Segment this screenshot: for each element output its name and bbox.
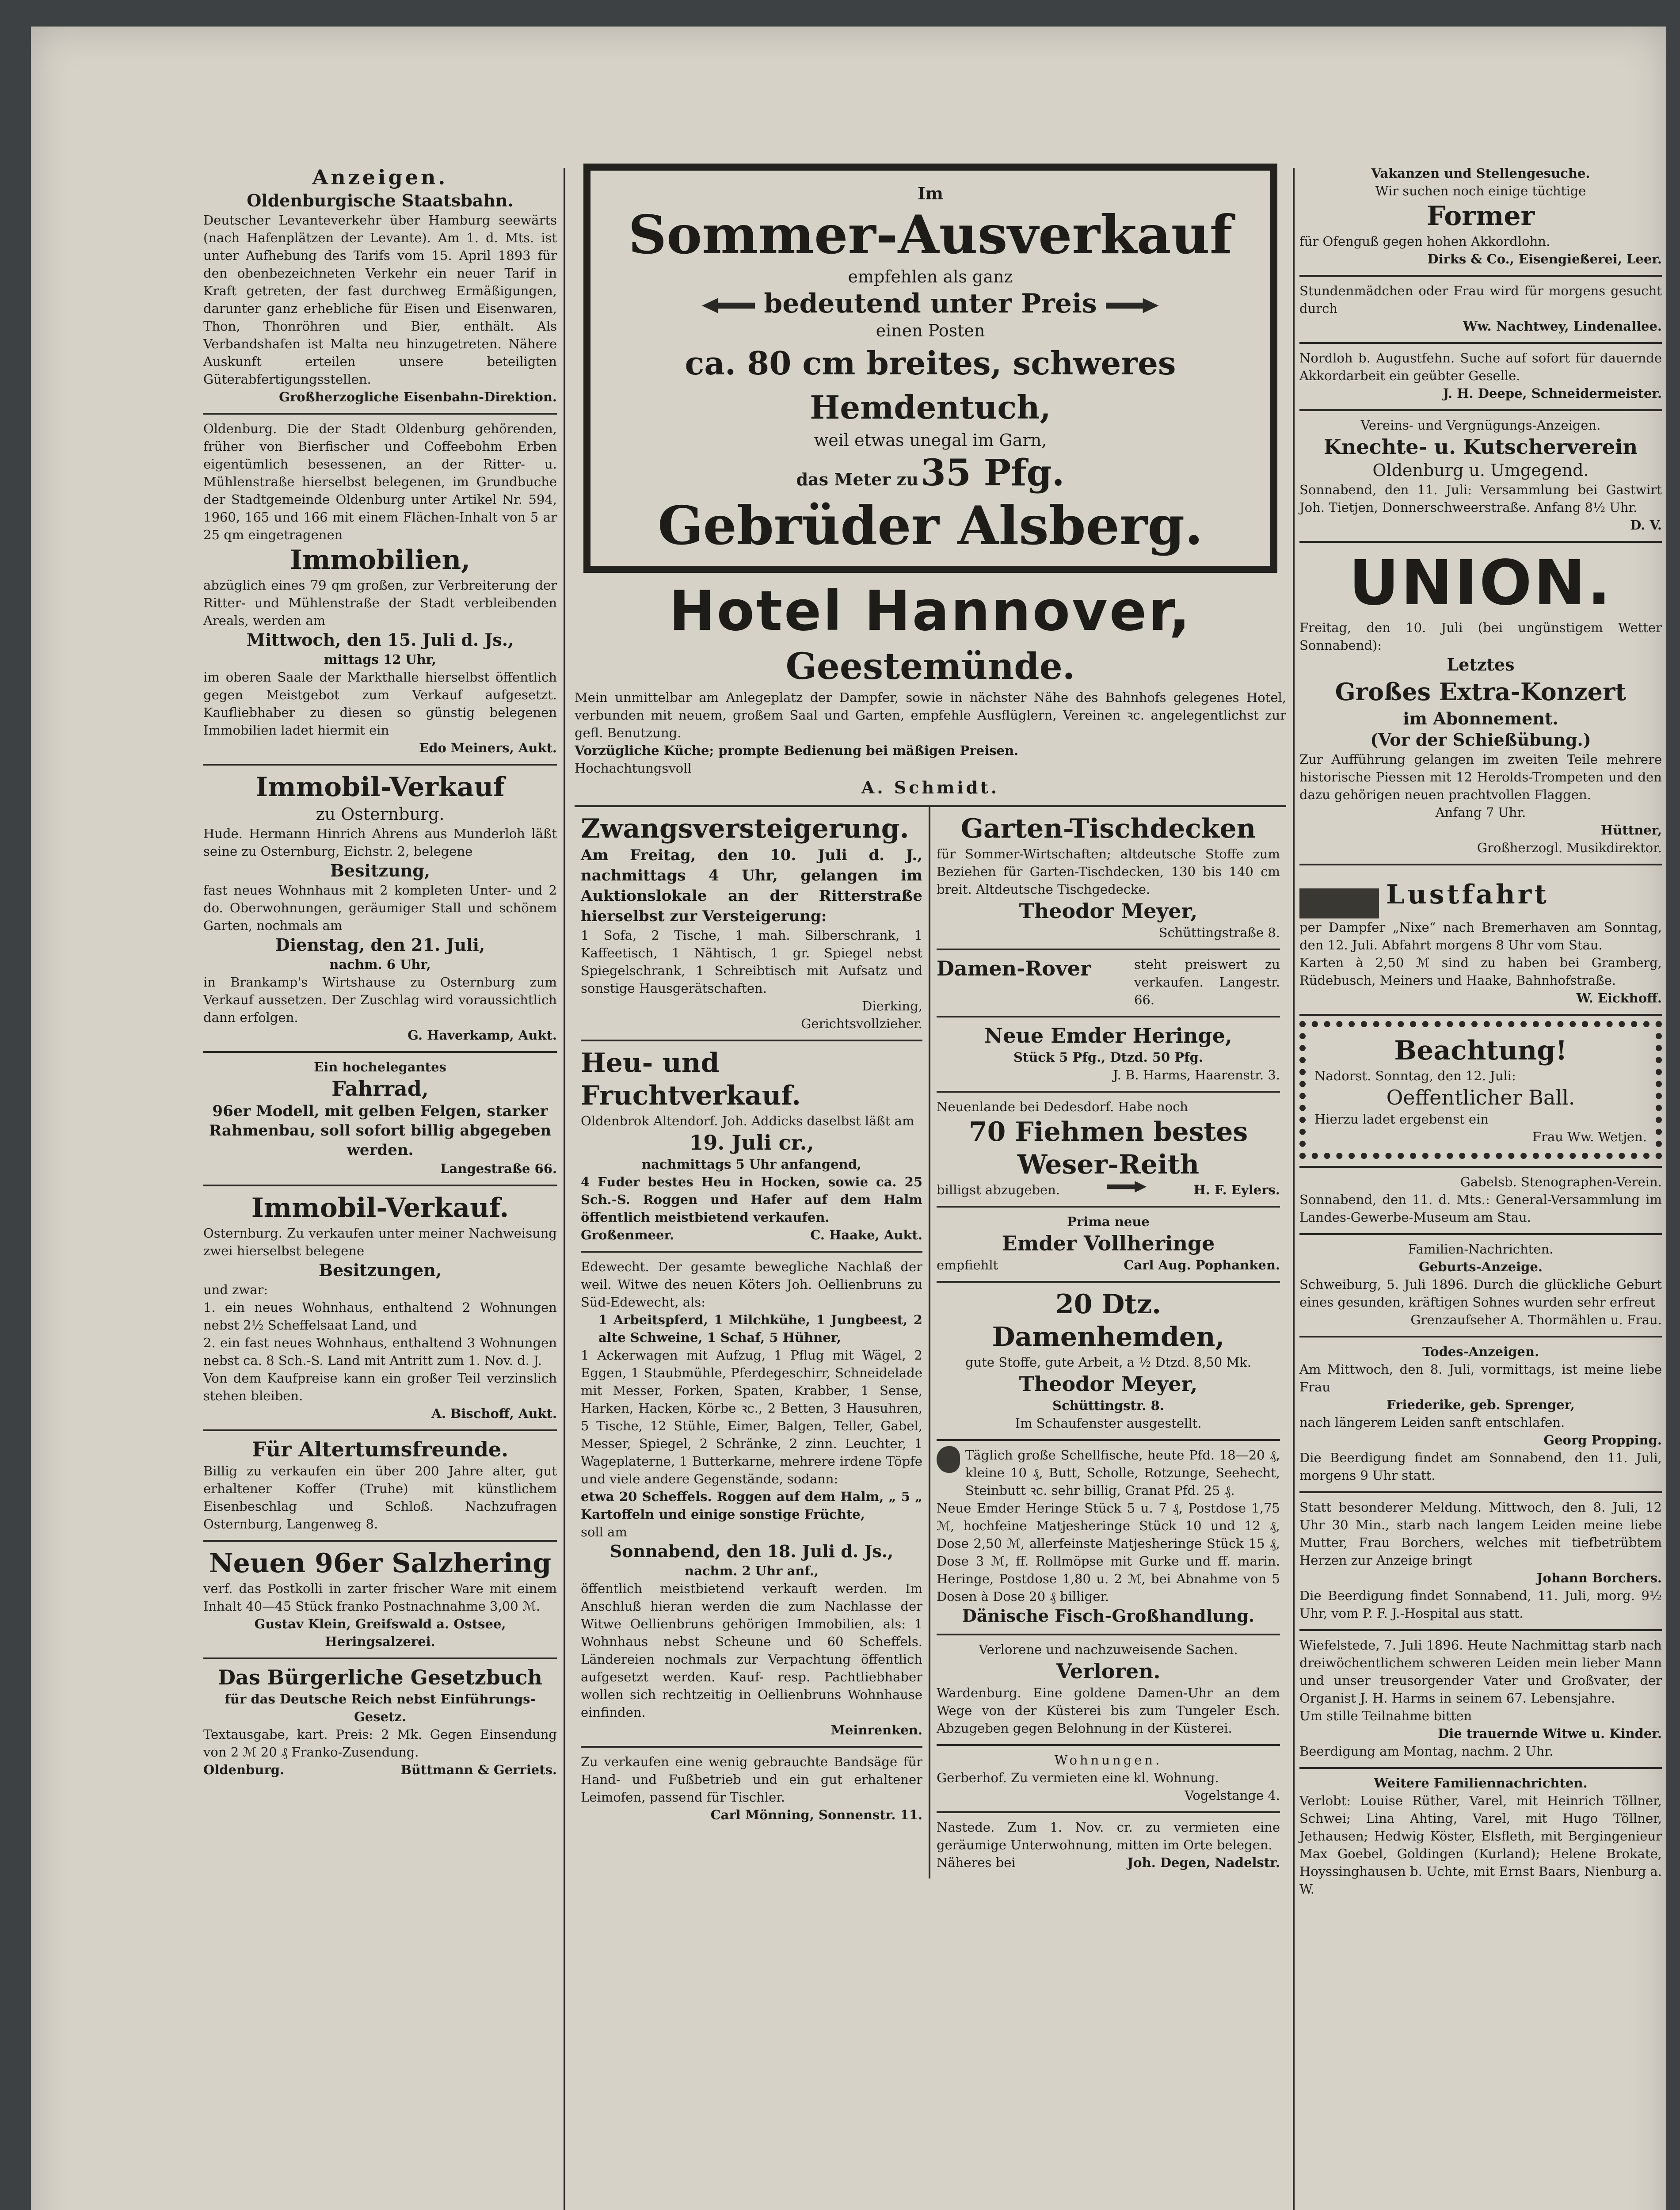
ad-beachtung <box>1299 1016 1662 1168</box>
ad-heading: Immobil-Verkauf <box>255 772 505 803</box>
ad-nordloh <box>1299 344 1662 411</box>
ad-text: soll am <box>581 1524 627 1539</box>
ad-text: für Sommer-Wirtschaften; altdeutsche Stoffe zum Beziehen für Garten-Tischdecken, 130 bis 140 cm breit. Altdeutsche Tischgedecke. <box>937 846 1280 897</box>
ad-alsberg-box <box>583 164 1277 573</box>
ad-verloren <box>937 1635 1280 1746</box>
ad-zwangsversteigerung <box>581 807 922 1041</box>
ad-text: 1 Ackerwagen mit Aufzug, 1 Pflug mit Wägel, 2 Eggen, 1 Staubmühle, Pferdegeschirr, Schneidelade mit Messer, Forken, Spaten, Krabber, 1 Sense, Harken, Hacken, Körbe ꝛc., 2 Betten, 3 Hausuhren, 5 Tische, 12 Stühle, Eimer, Balgen, Teller, Gabel, Messer, Spiegel, 2 Schränke, 2 zinn. Leuchter, 1 Wageplaterne, 1 Butterkarne, mehrere irdene Töpfe und viele andere Gegenstände, sodann: <box>581 1348 922 1486</box>
ad-greeting: Hochachtungsvoll <box>575 761 692 776</box>
ad-text: Mein unmittelbar am Anlegeplatz der Dampfer, sowie in nächster Nähe des Bahnhofs gelegenes Hotel, verbunden mit neuem, großem Saal und Garten, empfehle Ausflüglern, Vereinen ꝛc. angelegentlichst zur gefl. Benutzung. <box>575 690 1286 740</box>
ad-time: Anfang 7 Uhr. <box>1435 805 1526 820</box>
ad-row: billigst abzugeben. H. F. Eylers. <box>937 1181 1280 1199</box>
ad-former <box>1299 159 1662 277</box>
ad-immobil-verkauf-osternburg <box>203 766 557 1053</box>
ad-neue-emder-heringe <box>937 1017 1280 1093</box>
column-left <box>203 159 557 1786</box>
ad-signature: A. Bischoff, Aukt. <box>431 1406 557 1421</box>
ad-signature: Edo Meiners, Aukt. <box>419 740 557 755</box>
page-content <box>164 159 1662 2210</box>
ad-subheading: Oeffentlicher Ball. <box>1386 1086 1575 1109</box>
ad-row <box>937 956 1280 1009</box>
ad-signature: Frau Ww. Wetjen. <box>1532 1129 1647 1144</box>
section-heading: Familien-Nachrichten. <box>1408 1242 1554 1257</box>
ad-signature: Dirks & Co., Eisengießerei, Leer. <box>1427 251 1662 267</box>
ad-heading: Hotel Hannover, <box>669 579 1192 643</box>
ad-text: Wiefelstede, 7. Juli 1896. Heute Nachmittag starb nach dreiwöchentlichem schweren Leiden mein lieber Mann und unser treusorgender Vater und Großvater, der Organist J. H. Harms in seinem 67. Lebensjahre. <box>1299 1638 1662 1706</box>
ad-text: im oberen Saale der Markthalle hierselbst öffentlich gegen Meistgebot zum Verkauf aufgesetzt. Kaufliebhaber zu diesen so günstig belegenen Immobilien ladet hiermit ein <box>203 670 557 738</box>
ad-heading: Lustfahrt <box>1386 879 1549 910</box>
ad-text: öffentlich meistbietend verkauft werden. Im Anschluß hieran werden die zum Nachlasse der Witwe Oellienbruns gehörigen Immobilien, als: 1 Wohnhaus nebst Scheune und 60 Scheffels. Ländereien nochmals zur Verpachtung öffentlich aufgesetzt werden. Kauf- resp. Pachtliebhaber wollen sich rechtzeitig in Oellienbruns Wohnhause einfinden. <box>581 1581 922 1720</box>
ad-text: in Brankamp's Wirtshause zu Osternburg zum Verkauf aussetzen. Der Zuschlag wird voraussichtlich dann erfolgen. <box>203 975 557 1025</box>
fish-icon <box>937 1446 960 1473</box>
ad-pre: Wir suchen noch einige tüchtige <box>1375 183 1586 198</box>
ad-heading: 20 Dtz. Damenhemden, <box>992 1289 1225 1353</box>
ad-salzhering <box>203 1542 557 1659</box>
ad-signature: D. V. <box>1630 518 1662 533</box>
ad-text: Am Freitag, den 10. Juli d. J., nachmittags 4 Uhr, gelangen im Auktionslokale an der Ritterstraße hierselbst zur Versteigerung: <box>581 846 922 925</box>
section-heading-anzeigen: Anzeigen. <box>312 165 448 189</box>
ad-stenographen <box>1299 1168 1662 1235</box>
ad-heading: Immobilien, <box>290 545 471 575</box>
ad-text: Textausgabe, kart. Preis: 2 Mk. Gegen Einsendung von 2 ℳ 20 ₰ Franko-Zusendung. <box>203 1727 557 1760</box>
ad-edewecht <box>581 1253 922 1748</box>
ad-familien <box>1299 1235 1662 1337</box>
ad-signature: Meinrenken. <box>830 1722 922 1738</box>
ad-damenhemden <box>937 1283 1280 1441</box>
ad-time: nachm. 6 Uhr, <box>329 957 431 972</box>
ad-text: verf. das Postkolli in zarter frischer Ware mit einem Inhalt 40—45 Stück franko Postnachnahme 3,00 ℳ. <box>203 1581 557 1614</box>
ad-heading: Neuen 96er Salzhering <box>209 1548 552 1579</box>
column-divider <box>564 168 565 2210</box>
ad-wiefelstede <box>1299 1631 1662 1769</box>
ad-heading: Emder Vollheringe <box>1002 1231 1215 1255</box>
ad-text: 96er Modell, mit gelben Felgen, starker Rahmenbau, soll sofort billig abgegeben werden. <box>209 1102 552 1159</box>
ad-text: fast neues Wohnhaus mit 2 kompleten Unter- und 2 do. Oberwohnungen, geräumiger Stall und schönem Garten, nochmals am <box>203 883 557 933</box>
ad-damen-rover <box>937 950 1280 1017</box>
section-heading: Wohnungen. <box>1054 1753 1162 1768</box>
ad-heading: ca. 80 cm breites, schweres Hemdentuch, <box>685 344 1176 426</box>
ad-signature: Grenzaufseher A. Thormählen u. Frau. <box>1410 1312 1662 1327</box>
ad-text: Die Beerdigung findet am Sonnabend, den 11. Juli, morgens 9 Uhr statt. <box>1299 1450 1662 1483</box>
ad-heading: Gabelsb. Stenographen-Verein. <box>1460 1174 1662 1189</box>
ad-text: Hude. Hermann Hinrich Ahrens aus Munderloh läßt seine zu Osternburg, Eichstr. 2, belegene <box>203 826 557 859</box>
ad-list: 1 Arbeitspferd, 1 Milchkühe, 1 Jungbeest, 2 alte Schweine, 1 Schaf, 5 Hühner, <box>598 1312 922 1345</box>
ad-text: gute Stoffe, gute Arbeit, a ½ Dtzd. 8,50 Mk. <box>965 1355 1251 1370</box>
ad-garten-tischdecken <box>937 807 1280 950</box>
ad-text: Wardenburg. Eine goldene Damen-Uhr an dem Wege von der Küsterei bis zum Tungeler Esch. Abzugeben gegen Belohnung in der Küsterei. <box>937 1685 1280 1736</box>
ad-heading: Geburts-Anzeige. <box>1419 1259 1543 1274</box>
ad-text: Freitag, den 10. Juli (bei ungünstigem Wetter Sonnabend): <box>1299 620 1662 653</box>
ad-gesetzbuch <box>203 1659 557 1786</box>
ad-text: etwa 20 Scheffels. Roggen auf dem Halm, „ 5 „ Kartoffeln und einige sonstige Früchte, <box>581 1489 922 1522</box>
ad-subheading: Geestemünde. <box>785 645 1075 688</box>
ad-text: Sonnabend, den 11. Juli: Versammlung bei Gastwirt Joh. Tietjen, Donnerschweerstraße. Anfang 8½ Uhr. <box>1299 482 1662 515</box>
ornamental-frame <box>1299 1021 1662 1159</box>
ad-text: Zur Aufführung gelangen im zweiten Teile mehrere historische Piessen mit 12 Herolds-Trompeten und den dazu gehörigen neuen prachtvollen Flaggen. <box>1299 752 1662 802</box>
ad-pre: Ein hochelegantes <box>314 1059 446 1075</box>
ad-text: Vorzügliche Küche; prompte Bedienung bei mäßigen Preisen. <box>575 743 1019 758</box>
ad-signature: Carl Mönning, Sonnenstr. 11. <box>710 1807 922 1822</box>
ad-signature: Großherzogl. Musikdirektor. <box>1477 840 1662 855</box>
ad-text: empfehlen als ganz <box>848 267 1013 286</box>
ad-text: Statt besonderer Meldung. Mittwoch, den 8. Juli, 12 Uhr 30 Min., starb nach langem Leiden meine liebe Mutter, Frau Borchers, welches mit tiefbetrübtem Herzen zur Anzeige bringt <box>1299 1500 1662 1568</box>
ad-hotel-hannover <box>575 573 1286 807</box>
ad-heading: Besitzung, <box>330 861 430 880</box>
ad-text: Edewecht. Der gesamte bewegliche Nachlaß der weil. Witwe des neuen Köters Joh. Oellienbruns zu Süd-Edewecht, als: <box>581 1259 922 1310</box>
ad-signature: Gustav Klein, Greifswald a. Ostsee, Heringsalzerei. <box>254 1616 506 1649</box>
list-item: 2. ein fast neues Wohnhaus, enthaltend 3 Wohnungen nebst ca. 8 Sch.-S. Land mit Antritt zum 1. Nov. d. J. <box>203 1335 557 1368</box>
ad-heading: Todes-Anzeigen. <box>1422 1344 1539 1359</box>
ad-name: Friederike, geb. Sprenger, <box>1387 1397 1575 1412</box>
ad-wohnungen <box>937 1746 1280 1813</box>
ad-firm: Gebrüder Alsberg. <box>658 495 1203 557</box>
ad-text: Am Mittwoch, den 8. Juli, vormittags, ist meine liebe Frau <box>1299 1362 1662 1395</box>
ad-stundenmaedchen <box>1299 277 1662 344</box>
ad-text: Neue Emder Heringe Stück 5 u. 7 ₰, Postdose 1,75 ℳ, hochfeine Matjesheringe Stück 10 und 12 ₰, Dose 2,50 ℳ, allerfeinste Matjesheringe Stück 15 ₰, Dose 3 ℳ, ff. Rollmöpse mit Gurke und ff. marin. Heringe, Postdose 1,80 u. 2 ℳ, bei Abnahme von 5 Dosen à Dose 20 ₰ billiger. <box>937 1501 1280 1604</box>
ad-kutscherverein <box>1299 411 1662 543</box>
ad-note: Im Schaufenster ausgestellt. <box>1015 1416 1202 1431</box>
ad-time: mittags 12 Uhr, <box>324 652 437 667</box>
ad-nastede <box>937 1813 1280 1878</box>
ad-signature-firm: Büttmann & Gerriets. <box>400 1762 557 1777</box>
ad-signature: Theodor Meyer, <box>1019 1372 1198 1396</box>
ad-row <box>1299 871 1662 918</box>
ad-heading: Fahrrad, <box>331 1077 429 1101</box>
ad-text: Karten à 2,50 ℳ sind zu haben bei Gramberg, Rüdebusch, Meiners und Haake, Bahnhofstraße. <box>1299 955 1662 988</box>
ad-heu-fruchtverkauf <box>581 1041 922 1253</box>
ad-heading: Großes Extra-Konzert <box>1335 678 1627 706</box>
ad-heading: Former <box>1426 201 1535 232</box>
ad-time: nachmittags 5 Uhr anfangend, <box>641 1157 862 1172</box>
ad-address: Schüttingstraße 8. <box>1158 925 1280 940</box>
ad-signature: Großherzogliche Eisenbahn-Direktion. <box>279 389 557 404</box>
ad-signature: J. H. Deepe, Schneidermeister. <box>1443 386 1662 401</box>
ad-altertum <box>203 1431 557 1542</box>
ad-text: Die Beerdigung findet Sonnabend, 11. Juli, morg. 9½ Uhr, vom P. F. J.-Hospital aus statt. <box>1299 1588 1662 1621</box>
ad-subheading: zu Osternburg. <box>316 804 445 824</box>
ad-text: Neuenlande bei Dedesdorf. Habe noch <box>937 1099 1189 1114</box>
pointing-hand-icon <box>1106 298 1159 313</box>
list-item: 1. ein neues Wohnhaus, enthaltend 2 Wohnungen nebst 2½ Scheffelsaat Land, und <box>203 1300 557 1333</box>
ad-signature: Großenmeer. C. Haake, Aukt. <box>581 1227 922 1242</box>
ad-immobil-verkauf-2 <box>203 1186 557 1431</box>
ad-text: für Ofenguß gegen hohen Akkordlohn. <box>1299 234 1550 249</box>
ad-pre: Im <box>918 183 943 203</box>
ad-heading: Damen-Rover <box>937 956 1091 980</box>
ad-signature: Dänische Fisch-Großhandlung. <box>962 1606 1255 1626</box>
ad-heading: Das Bürgerliche Gesetzbuch <box>218 1665 542 1689</box>
ad-heading: Neue Emder Heringe, <box>984 1024 1232 1048</box>
ad-union <box>1299 543 1662 865</box>
ad-text: Täglich große Schellfische, heute Pfd. 18—20 ₰, kleine 10 ₰, Butt, Scholle, Rotzunge, Seehecht, Steinbutt ꝛc. sehr billig, Granat Pfd. 25 ₰. <box>965 1448 1280 1498</box>
ad-text: Von dem Kaufpreise kann ein großer Teil verzinslich stehen bleiben. <box>203 1371 557 1403</box>
ad-text: nach längerem Leiden sanft entschlafen. <box>1299 1415 1565 1430</box>
ad-text: Oldenburg. Die der Stadt Oldenburg gehörenden, früher von Bierfischer und Coffeebohm Erben eigentümlich besessenen, an der Ritter- u. Mühlenstraße hierselbst belegenen, im Grundbuche der Stadtgemeinde Oldenburg unter Artikel Nr. 594, 1960, 165 und 166 mit einem Flächen-Inhalt von 5 ar 25 qm eingetragenen <box>203 421 557 542</box>
section-heading: Vereins- und Vergnügungs-Anzeigen. <box>1360 418 1601 433</box>
ad-emder-vollheringe <box>937 1208 1280 1283</box>
ad-signature <box>203 1761 557 1779</box>
ad-text: und zwar: <box>203 1282 268 1297</box>
ad-heading: Weitere Familiennachrichten. <box>1374 1776 1588 1791</box>
ad-heading: UNION. <box>1349 547 1613 619</box>
ad-signature-place: Oldenburg. <box>203 1762 285 1777</box>
ad-text: einen Posten <box>876 321 985 340</box>
ad-fisch <box>937 1441 1280 1635</box>
ad-heading: Oldenburgische Staatsbahn. <box>247 191 514 210</box>
ad-date: 19. Juli cr., <box>689 1131 814 1155</box>
ad-subheading: im Abonnement. <box>1403 709 1558 728</box>
ad-weitere-familiennachrichten <box>1299 1769 1662 1905</box>
ad-heading: Zwangsversteigerung. <box>581 813 909 844</box>
ad-text: Stundenmädchen oder Frau wird für morgens gesucht durch <box>1299 283 1662 316</box>
ad-signature: A. Schmidt. <box>861 777 1000 797</box>
ad-row <box>937 1446 1280 1499</box>
ad-signature: Johann Borchers. <box>1536 1570 1662 1585</box>
ad-lustfahrt <box>1299 865 1662 1016</box>
ad-price: 35 Pfg. <box>920 452 1065 494</box>
ad-heading: Garten-Tischdecken <box>960 813 1256 844</box>
ad-address: Schüttingstr. 8. <box>1052 1398 1164 1413</box>
ad-text: Verlobt: Louise Rüther, Varel, mit Heinrich Töllner, Schwei; Lina Ahting, Varel, mit Hugo Töllner, Jethausen; Hedwig Köster, Elsfleth, mit Bergingenieur Max Goebel, Goldingen (Kurland); Helene Brokate, Hoyssinghausen b. Uchte, mit Ernst Baars, Nienburg a. W. <box>1299 1793 1662 1897</box>
ad-text: Oldenbrok Altendorf. Joh. Addicks daselbst läßt am <box>581 1113 914 1128</box>
ad-pre: Prima neue <box>1067 1214 1150 1229</box>
column-middle <box>575 159 1286 1878</box>
ad-fiehmen <box>937 1093 1280 1208</box>
ad-heading: Beachtung! <box>1394 1035 1567 1066</box>
ad-heading: Knechte- u. Kutscherverein <box>1323 435 1638 459</box>
ad-heading: Besitzungen, <box>318 1260 442 1280</box>
ad-fahrrad <box>203 1053 557 1186</box>
ad-text: steht preiswert zu verkaufen. Langestr. 66. <box>1134 957 1280 1007</box>
ad-address: Langestraße 66. <box>440 1161 557 1176</box>
ad-subheading: Letztes <box>1447 655 1515 674</box>
ad-signature: J. B. Harms, Haarenstr. 3. <box>1113 1067 1280 1082</box>
ad-signature: Georg Propping. <box>1543 1433 1662 1448</box>
steamship-icon <box>1299 871 1379 918</box>
ad-todesanzeigen <box>1299 1337 1662 1493</box>
ad-text: Schweiburg, 5. Juli 1896. Durch die glückliche Geburt eines gesunden, kräftigen Sohnes wurden sehr erfreut <box>1299 1277 1662 1310</box>
ad-date: Dienstag, den 21. Juli, <box>275 935 485 955</box>
ad-immobilien-oldenburg <box>203 415 557 766</box>
ad-heading: Sommer-Ausverkauf <box>628 204 1233 266</box>
ad-date: Sonnabend, den 18. Juli d. Js., <box>610 1541 894 1561</box>
ad-text: Um stille Teilnahme bitten <box>1299 1708 1472 1723</box>
ad-date: Mittwoch, den 15. Juli d. Js., <box>246 630 514 650</box>
ad-signature: G. Haverkamp, Aukt. <box>408 1028 557 1043</box>
ad-text: Hierzu ladet ergebenst ein <box>1314 1112 1489 1127</box>
ad-text: 1 Sofa, 2 Tische, 1 mah. Silberschrank, 1 Kaffeetisch, 1 Nähtisch, 1 gr. Spiegel nebst Spiegelschrank, 1 Schreibtisch mit Aufsatz und sonstige Hausgerätschaften. <box>581 928 922 996</box>
ad-text: Beerdigung am Montag, nachm. 2 Uhr. <box>1299 1744 1554 1759</box>
ad-text: Nadorst. Sonntag, den 12. Juli: <box>1314 1068 1516 1083</box>
ad-time: nachm. 2 Uhr anf., <box>684 1563 819 1578</box>
ad-text: Billig zu verkaufen ein über 200 Jahre alter, gut erhaltener Koffer (Truhe) mit künstlichem Eisenbeschlag und Schloß. Nachzufragen Osternburg, Langenweg 8. <box>203 1463 557 1532</box>
section-heading: Vakanzen und Stellengesuche. <box>1371 166 1590 181</box>
ad-staatsbahn <box>203 159 557 415</box>
ad-borchers <box>1299 1493 1662 1631</box>
ad-subheading: für das Deutsche Reich nebst Einführungs-Gesetz. <box>225 1692 536 1724</box>
ad-text: 4 Fuder bestes Heu in Hocken, sowie ca. 25 Sch.-S. Roggen und Hafer auf dem Halm öffentlich meistbietend verkaufen. <box>581 1174 922 1225</box>
ad-text: abzüglich eines 79 qm großen, zur Verbreiterung der Ritter- und Mühlenstraße der Stadt verbleibenden Areals, werden am <box>203 578 557 628</box>
ad-signature: Gerichtsvollzieher. <box>801 1016 922 1031</box>
ad-signature: Dierking, <box>862 998 922 1014</box>
ad-text: Stück 5 Pfg., Dtzd. 50 Pfg. <box>1013 1050 1203 1065</box>
ad-text: Sonnabend, den 11. d. Mts.: General-Versammlung im Landes-Gewerbe-Museum am Stau. <box>1299 1192 1662 1225</box>
middle-subcolumns <box>575 807 1286 1878</box>
newspaper-page <box>31 27 1666 2210</box>
ad-subheading: (Vor der Schießübung.) <box>1370 730 1591 750</box>
ad-heading: 70 Fiehmen bestes Weser-Reith <box>968 1116 1248 1180</box>
ad-text: per Dampfer „Nixe“ nach Bremerhaven am Sonntag, den 12. Juli. Abfahrt morgens 8 Uhr vom Stau. <box>1299 920 1662 953</box>
ad-text: Nastede. Zum 1. Nov. cr. zu vermieten eine geräumige Unterwohnung, mitten im Orte belegen. <box>937 1820 1280 1852</box>
pointing-hand-icon <box>702 298 755 313</box>
column-right <box>1299 159 1662 1905</box>
ad-subheading: Oldenburg u. Umgegend. <box>1372 461 1589 480</box>
ad-heading: Verloren. <box>1056 1659 1161 1683</box>
ad-text: Gerberhof. Zu vermieten eine kl. Wohnung. <box>937 1770 1219 1785</box>
ad-signature: Hüttner, <box>1600 823 1662 838</box>
ad-signature: W. Eickhoff. <box>1576 991 1662 1006</box>
middle-subcolumn-left <box>575 807 930 1878</box>
ad-text: Nordloh b. Augustfehn. Suche auf sofort für dauernde Akkordarbeit ein geübter Geselle. <box>1299 351 1662 383</box>
ad-text: Deutscher Levanteverkehr über Hamburg seewärts (nach Hafenplätzen der Levante). Am 1. d. Mts. ist unter Aufhebung des Tarifs vom 15. April 1893 für den obenbezeichneten Verkehr ein neuer Tarif in Kraft getreten, der fast durchweg Ermäßigungen, darunter ganz erhebliche für Eisen und Eisenwaren, Thon, Thonröhren und Bier, enthält. Als Verbandshafen ist Malta neu hinzugetreten. Nähere Auskunft erteilen unsere beteiligten Güterabfertigungsstellen. <box>203 213 557 387</box>
ad-address: Vogelstange 4. <box>1185 1788 1280 1803</box>
ad-price-line: das Meter zu 35 Pfg. <box>796 452 1065 494</box>
ad-signature: Ww. Nachtwey, Lindenallee. <box>1463 319 1662 334</box>
middle-subcolumn-right <box>930 807 1286 1878</box>
ad-heading: Für Altertumsfreunde. <box>251 1437 509 1461</box>
ad-row: Näheres bei Joh. Degen, Nadelstr. <box>937 1855 1280 1870</box>
ad-text: Zu verkaufen eine wenig gebrauchte Bandsäge für Hand- und Fußbetrieb und ein gut erhaltener Leimofen, passend für Tischler. <box>581 1754 922 1805</box>
ad-text: weil etwas unegal im Garn, <box>814 431 1047 450</box>
ad-row: empfiehlt Carl Aug. Pophanken. <box>937 1257 1280 1273</box>
ad-heading: Immobil-Verkauf. <box>251 1193 509 1223</box>
pointing-hand-icon <box>1107 1181 1147 1193</box>
ad-signature: Die trauernde Witwe u. Kinder. <box>1438 1726 1662 1741</box>
column-divider <box>1293 168 1295 2210</box>
ad-text: Osternburg. Zu verkaufen unter meiner Nachweisung zwei hierselbst belegene <box>203 1226 557 1258</box>
ad-bandsaege <box>581 1748 922 1831</box>
section-heading: Verlorene und nachzuweisende Sachen. <box>979 1642 1238 1657</box>
ad-text: bedeutend unter Preis <box>604 287 1257 320</box>
ad-heading: Heu- und Fruchtverkauf. <box>581 1048 801 1111</box>
ad-signature: Theodor Meyer, <box>1019 899 1198 923</box>
